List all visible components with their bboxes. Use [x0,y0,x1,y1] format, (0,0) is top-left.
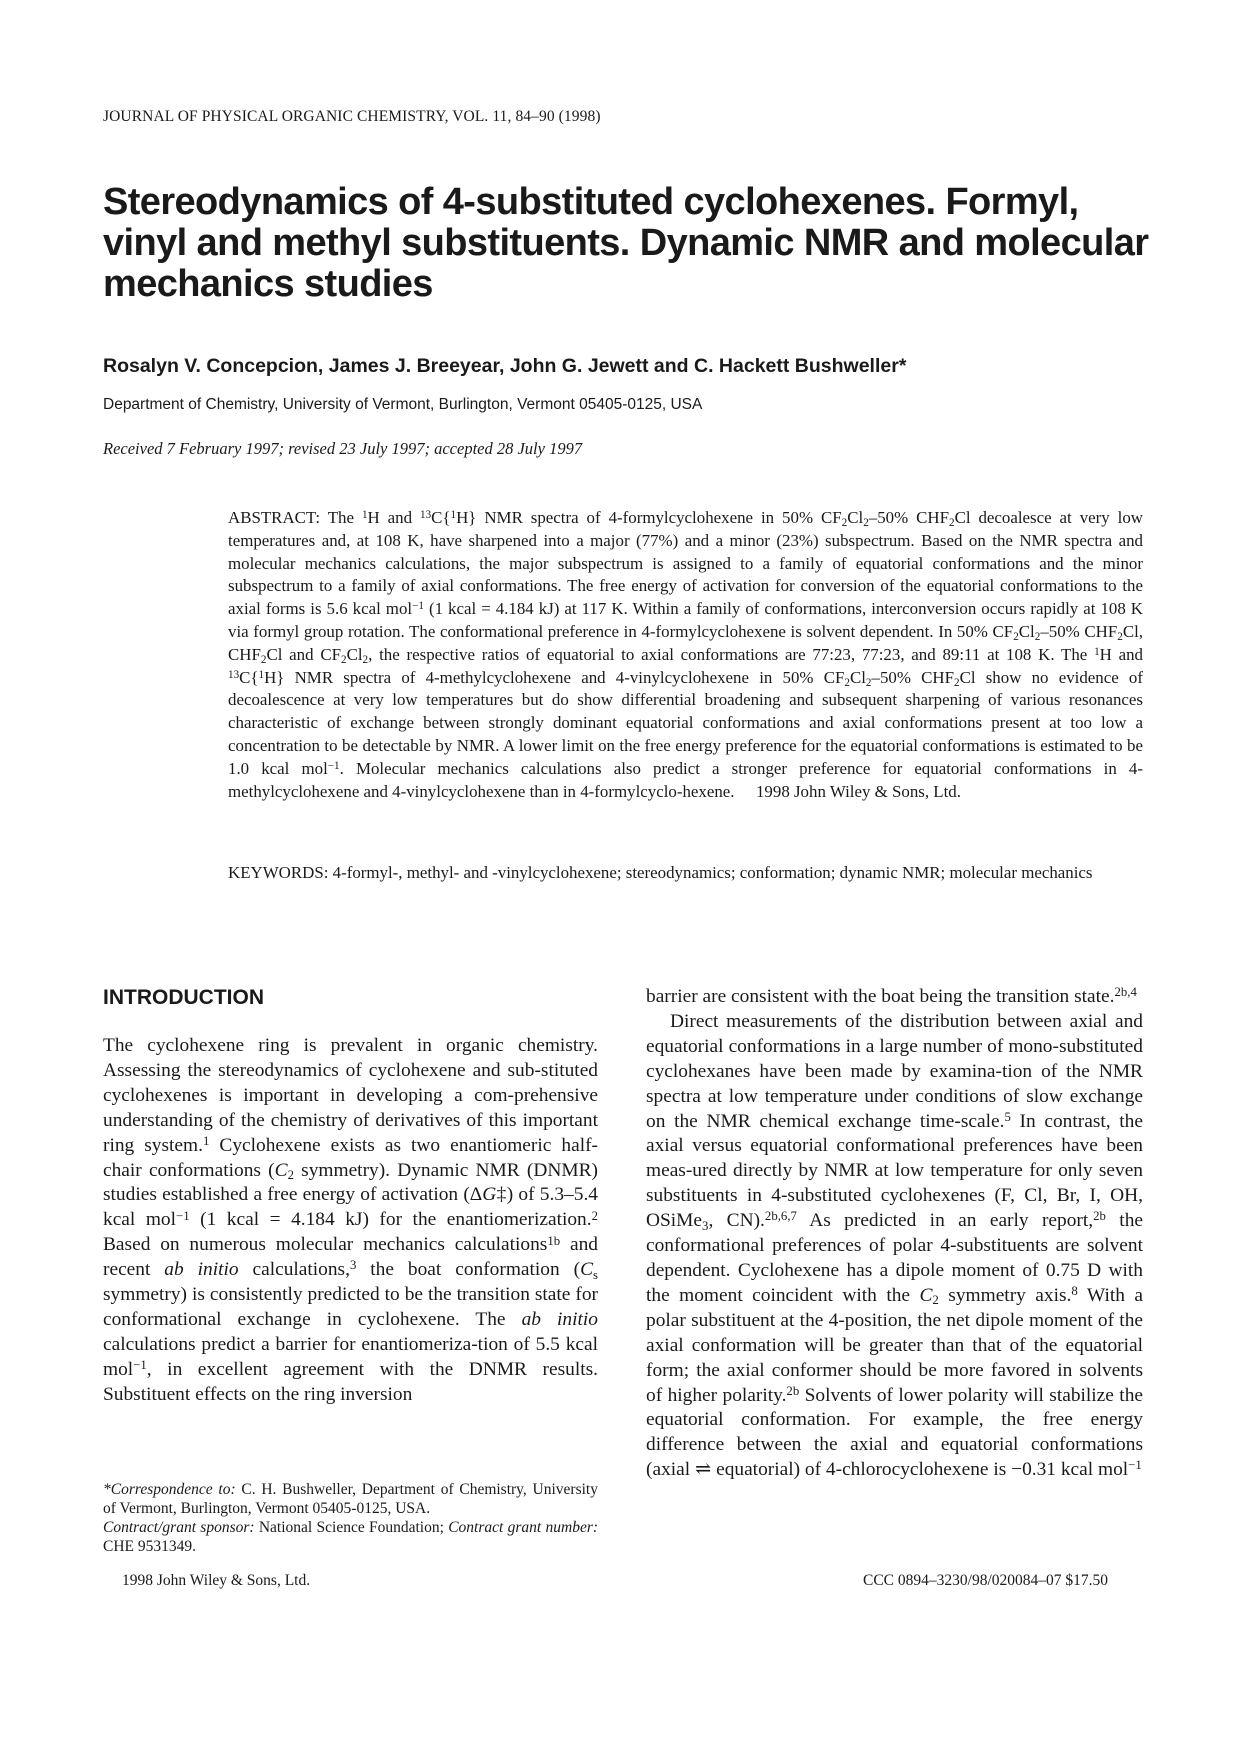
journal-header: JOURNAL OF PHYSICAL ORGANIC CHEMISTRY, VOL. 11, 84–90 (1998) [103,108,601,125]
footer-code: CCC 0894–3230/98/020084–07 $17.50 [863,1572,1109,1589]
sponsor-label: Contract/grant sponsor: [103,1519,255,1536]
correspondence-footnote [103,1480,598,1556]
title-line-1: Stereodynamics of 4-substituted cyclohexenes. Formyl, [103,181,1079,223]
keywords-label: KEYWORDS: [228,863,329,882]
abstract-label: ABSTRACT: [228,508,321,527]
title-line-2: vinyl and methyl substituents. Dynamic NMR and molecular [103,222,1149,264]
title-line-3: mechanics studies [103,263,433,305]
received-dates: Received 7 February 1997; revised 23 July 1997; accepted 28 July 1997 [103,439,583,458]
paragraph: barrier are consistent with the boat being the transition state.$^{2b,4}$ [646,985,1137,1007]
keywords-text: 4-formyl-, methyl- and -vinylcyclohexene; stereodynamics; conformation; dynamic NMR; molecular mechanics [332,863,1093,882]
abstract: ABSTRACT: The $^1$H and $^{13}$C{$^1$H} NMR spectra of 4-formylcyclohexene in 50% $CF_2Cl_2-50\%$ $CHF_2Cl$ decoalesce at very low temperatures and, at 108 K, have sharpened into a major (77%) and a minor (23%) subspectrum. Based on the NMR spectra and molecular mechanics calculations, the major subspectrum is assigned to a family of equatorial conformations and the minor subspectrum to a family of axial conformations. The free energy of activation for conversion of the equatorial conformations to the axial forms is 5.6 kcal mol$^{-1}$ (1 kcal = 4.184 kJ) at 117 K. Within a family of conformations, interconversion occurs rapidly at 108 K via formyl group rotation. The conformational preference in 4-formylcyclohexene is solvent dependent. In 50% $CF_2Cl_2-50\%$ $CHF_2Cl$, $CHF_2Cl$ and $CF_2Cl_2$, the respective ratios of equatorial to axial conformations are 77:23, 77:23, and 89:11 at 108 K. The $^1$H and $^{13}$C{$^1$H} NMR spectra of 4-methylcyclohexene and 4-vinylcyclohexene in 50% $CF_2Cl_2-50\%$ $CHF_2Cl$ show no evidence of decoalescence at very low temperatures but do show differential broadening and subsequent sharpening of various resonances characteristic of exchange between strongly dominant equatorial conformations and axial conformations present at too low a concentration to be detectable by NMR. A lower limit on the free energy preference for the equatorial conformations is estimated to be 1.0 kcal mol$^{-1}$. Molecular mechanics calculations also predict a stronger preference for equatorial conformations in 4-methylcyclohexene and 4-vinylcyclohexene than in 4-formylcyclo-hexene. 1998 John Wiley & Sons, Ltd. [228,508,1143,801]
correspondence-text: C. H. Bushweller, Department of Chemistry, University of Vermont, Burlington, Vermont 05405-0125, USA. [103,1481,598,1517]
paragraph: The cyclohexene ring is prevalent in organic chemistry. Assessing the stereodynamics of cyclohexene and sub-stituted cyclohexenes is important in developing a com-prehensive understanding of the chemistry of derivatives of this important ring system.$^1$ Cyclohexene exists as two enantiomeric half-chair conformations ($C_2$ symmetry). Dynamic NMR (DNMR) studies established a free energy of activation (ΔG‡) of 5.3–5.4 kcal mol$^{-1}$ (1 kcal = 4.184 kJ) for the enantiomerization.$^2$ Based on numerous molecular mechanics calculations$^{1b}$ and recent ab initio calculations,$^3$ the boat conformation ($C_s$ symmetry) is consistently predicted to be the transition state for conformational exchange in cyclohexene. The ab initio calculations predict a barrier for enantiomeriza-tion of 5.5 kcal mol$^{-1}$, in excellent agreement with the DNMR results. Substituent effects on the ring inversion [103,1035,599,1405]
section-heading-introduction: INTRODUCTION [103,986,264,1009]
author-list: Rosalyn V. Concepcion, James J. Breeyear, John G. Jewett and C. Hackett Bushweller* [103,355,907,377]
grant-text: CHE 9531349. [103,1538,196,1555]
footer-copyright: 1998 John Wiley & Sons, Ltd. [122,1572,311,1589]
article-title [103,182,1163,305]
paragraph: Direct measurements of the distribution between axial and equatorial conformations in a large number of mono-substituted cyclohexanes have been made by examina-tion of the NMR spectra at low temperature under conditions of slow exchange on the NMR chemical exchange time-scale.$^5$ In contrast, the axial versus equatorial conformational preferences have been meas-ured directly by NMR at low temperature for only seven substituents in 4-substituted cyclohexenes (F, Cl, Br, I, OH, OSiMe$_3$, CN).$^{2b,6,7}$ As predicted in an early report,$^{2b}$ the conformational preferences of polar 4-substituents are solvent dependent. Cyclohexene has a dipole moment of 0.75 D with the moment coincident with the $C_2$ symmetry axis.$^8$ With a polar substituent at the 4-position, the net dipole moment of the axial conformation will be greater than that of the equatorial form; the axial conformer should be more favored in solvents of higher polarity.$^{2b}$ Solvents of lower polarity will stabilize the equatorial conformation. For example, the free energy difference between the axial and equatorial conformations (axial ⇌ equatorial) of 4-chlorocyclohexene is −0.31 kcal mol$^{-1}$ [646,1010,1143,1481]
keywords [228,862,1143,885]
grant-label: Contract grant number: [448,1519,599,1536]
correspondence-label: *Correspondence to: [103,1481,236,1498]
abstract-copyright: 1998 John Wiley & Sons, Ltd. [755,781,961,801]
body-column-left [103,1034,598,1408]
body-column-right [646,985,1143,1483]
sponsor-text: National Science Foundation; [258,1519,444,1536]
affiliation: Department of Chemistry, University of Vermont, Burlington, Vermont 05405-0125, USA [103,396,703,413]
